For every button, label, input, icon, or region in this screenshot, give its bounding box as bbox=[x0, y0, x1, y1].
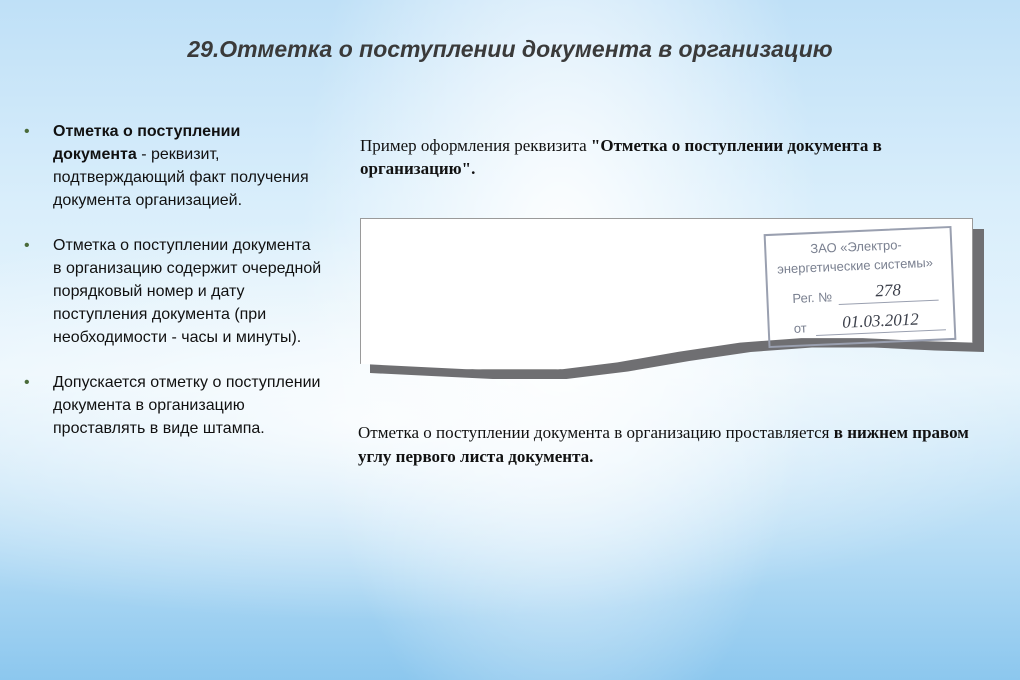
example-caption-bold: "Отметка о поступлении документа в организацию". bbox=[360, 136, 882, 178]
stamp-reg-number: 278 bbox=[838, 279, 939, 305]
bullet-item bbox=[22, 120, 322, 212]
bullet-text: - реквизит, подтверждающий факт получения документа организацией. bbox=[53, 146, 309, 209]
placement-note-bold: в нижнем правом углу первого листа документа. bbox=[358, 423, 969, 466]
bullet-item bbox=[22, 371, 322, 440]
bullet-icon: • bbox=[24, 123, 30, 140]
stamp-date: 01.03.2012 bbox=[815, 308, 946, 336]
bullet-text: Допускается отметку о поступлении документа в организацию проставлять в виде штампа. bbox=[53, 374, 321, 437]
slide-title: 29.Отметка о поступлении документа в организацию bbox=[187, 36, 833, 62]
placement-note-prefix: Отметка о поступлении документа в организацию проставляется bbox=[358, 423, 834, 442]
bullet-bold-term: Отметка о поступлении документа bbox=[53, 123, 241, 163]
example-caption bbox=[360, 134, 980, 180]
placement-note bbox=[358, 421, 978, 469]
bullet-icon: • bbox=[24, 374, 30, 391]
example-caption-prefix: Пример оформления реквизита bbox=[360, 136, 591, 155]
bullet-item bbox=[22, 234, 322, 349]
stamp-org-line2: энергетические системы» bbox=[776, 254, 934, 277]
receipt-stamp bbox=[764, 226, 957, 348]
bullet-list bbox=[22, 120, 322, 462]
stamp-date-label: от bbox=[793, 320, 807, 336]
stamp-org-line1: ЗАО «Электро- bbox=[809, 237, 903, 257]
stamp-reg-label: Рег. № bbox=[792, 289, 833, 306]
bullet-text: Отметка о поступлении документа в организацию содержит очередной порядковый номер и дату поступления документа (при необходимости - часы и минуты). bbox=[53, 237, 322, 346]
bullet-icon: • bbox=[24, 237, 30, 254]
